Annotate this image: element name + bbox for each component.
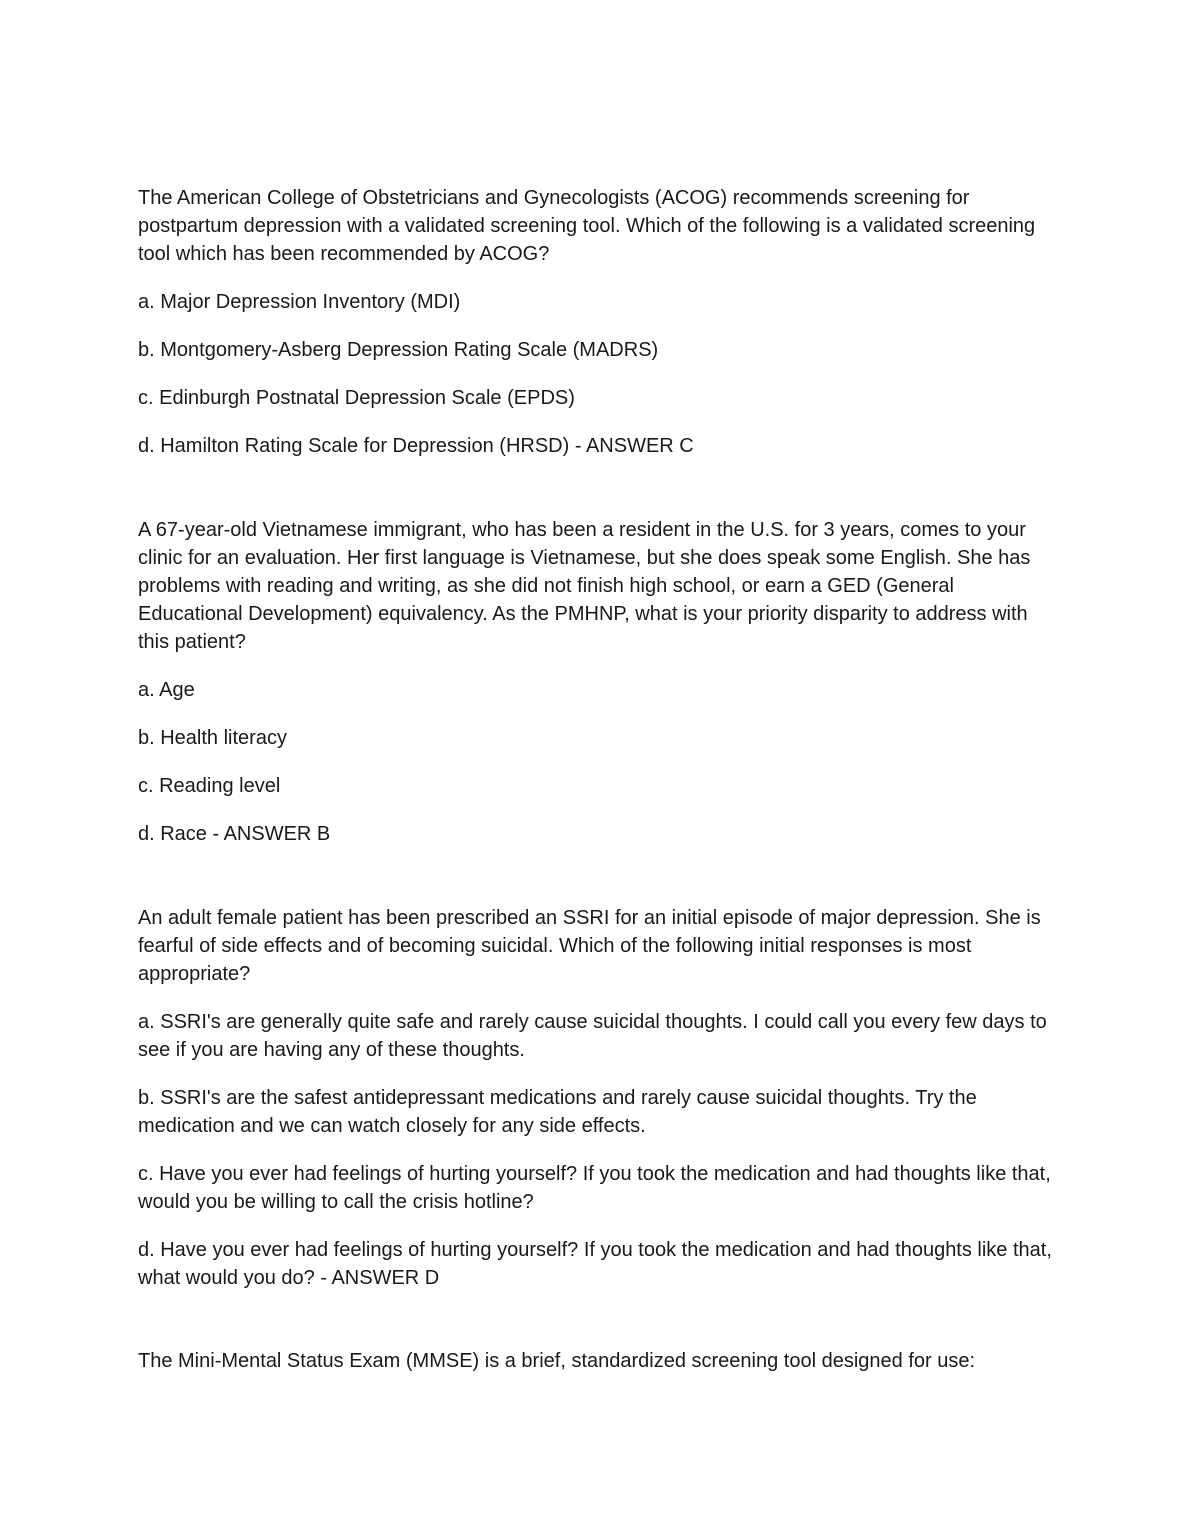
question-4-text: The Mini-Mental Status Exam (MMSE) is a brief, standardized screening tool designed for use: [138,1350,976,1372]
question-3-option-c: c. Have you ever had feelings of hurting yourself? If you took the medication and had thoughts like that, would you be willing to call the crisis hotline? [138,1163,1051,1213]
question-2-text: A 67-year-old Vietnamese immigrant, who has been a resident in the U.S. for 3 years, comes to your clinic for an evaluation. Her first language is Vietnamese, but she does speak some English. She has problems with reading and writing, as she did not finish high school, or earn a GED (General Educational Development) equivalency. As the PMHNP, what is your priority disparity to address with this patient? [138,519,1031,653]
question-2-option-c: c. Reading level [138,775,281,797]
question-2-option-b: b. Health literacy [138,727,287,749]
question-2-option-a: a. Age [138,679,195,701]
question-4 [138,1347,1058,1375]
document-page [138,184,1058,1395]
question-1 [138,184,1058,460]
question-3-option-b: b. SSRI's are the safest antidepressant medications and rarely cause suicidal thoughts. Try the medication and we can watch closely for any side effects. [138,1087,977,1137]
question-3-option-d: d. Have you ever had feelings of hurting yourself? If you took the medication and had thoughts like that, what would you do? - ANSWER D [138,1239,1052,1289]
question-3 [138,904,1058,1292]
question-1-option-a: a. Major Depression Inventory (MDI) [138,291,461,313]
question-1-option-b: b. Montgomery-Asberg Depression Rating Scale (MADRS) [138,339,659,361]
question-3-text: An adult female patient has been prescribed an SSRI for an initial episode of major depression. She is fearful of side effects and of becoming suicidal. Which of the following initial responses is most appropriate? [138,907,1041,985]
question-3-option-a: a. SSRI's are generally quite safe and rarely cause suicidal thoughts. I could call you every few days to see if you are having any of these thoughts. [138,1011,1047,1061]
question-1-option-c: c. Edinburgh Postnatal Depression Scale (EPDS) [138,387,575,409]
question-1-option-d: d. Hamilton Rating Scale for Depression (HRSD) - ANSWER C [138,435,694,457]
question-2-option-d: d. Race - ANSWER B [138,823,331,845]
question-2 [138,516,1058,848]
question-1-text: The American College of Obstetricians and Gynecologists (ACOG) recommends screening for postpartum depression with a validated screening tool. Which of the following is a validated screening tool which has been recommended by ACOG? [138,187,1036,265]
